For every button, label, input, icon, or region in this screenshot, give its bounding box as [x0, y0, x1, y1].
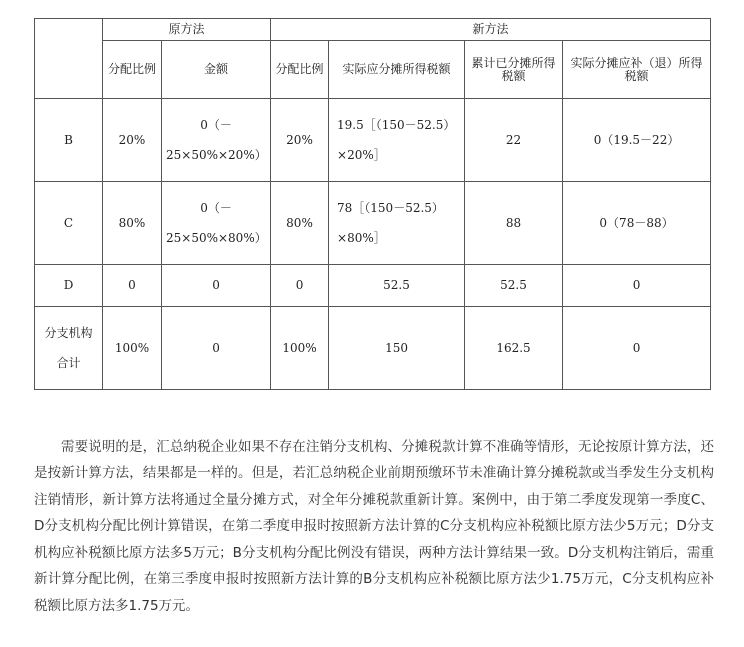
cumulative-cell: 22 — [465, 99, 563, 182]
amount-header: 金额 — [162, 41, 271, 99]
actual-share-cell: 52.5 — [329, 265, 465, 307]
adjust-header: 实际分摊应补（退）所得税额 — [563, 41, 711, 99]
adjust-cell: 0（78－88） — [563, 182, 711, 265]
ratio-new-cell: 100% — [271, 307, 329, 390]
row-label: D — [35, 265, 103, 307]
ratio-old-cell: 100% — [103, 307, 162, 390]
ratio-old-cell: 20% — [103, 99, 162, 182]
actual-share-cell: 78［（150－52.5）×80%］ — [329, 182, 465, 265]
cumulative-cell: 162.5 — [465, 307, 563, 390]
amount-cell: 0 — [162, 307, 271, 390]
actual-share-cell: 19.5［（150－52.5）×20%］ — [329, 99, 465, 182]
group-header-row — [35, 19, 711, 41]
row-label: 分支机构合计 — [35, 307, 103, 390]
ratio-old-cell: 0 — [103, 265, 162, 307]
actual-share-cell: 150 — [329, 307, 465, 390]
adjust-cell: 0（19.5－22） — [563, 99, 711, 182]
actual-share-header: 实际应分摊所得税额 — [329, 41, 465, 99]
corner-cell — [35, 19, 103, 99]
table-row — [35, 182, 711, 265]
tax-allocation-table — [34, 18, 711, 390]
ratio-new-header: 分配比例 — [271, 41, 329, 99]
amount-cell: 0（－25×50%×80%） — [162, 182, 271, 265]
row-label: C — [35, 182, 103, 265]
table-row — [35, 99, 711, 182]
adjust-cell: 0 — [563, 265, 711, 307]
ratio-new-cell: 0 — [271, 265, 329, 307]
ratio-old-header: 分配比例 — [103, 41, 162, 99]
new-method-header: 新方法 — [271, 19, 711, 41]
ratio-new-cell: 80% — [271, 182, 329, 265]
explanation-paragraph: 需要说明的是，汇总纳税企业如果不存在注销分支机构、分摊税款计算不准确等情形，无论按原计算方法，还是按新计算方法，结果都是一样的。但是，若汇总纳税企业前期预缴环节未准确计算分摊税款或当季发生分支机构注销情形，新计算方法将通过全量分摊方式，对全年分摊税款重新计算。案例中，由于第二季度发现第一季度C、D分支机构分配比例计算错误，在第二季度申报时按照新方法计算的C分支机构应补税额比原方法少5万元；D分支机构应补税额比原方法多5万元；B分支机构分配比例没有错误，两种方法计算结果一致。D分支机构注销后，需重新计算分配比例，在第三季度申报时按照新方法计算的B分支机构应补税额比原方法少1.75万元，C分支机构应补税额比原方法多1.75万元。 — [34, 438, 714, 615]
table-row — [35, 307, 711, 390]
cumulative-cell: 88 — [465, 182, 563, 265]
amount-cell: 0 — [162, 265, 271, 307]
table-row — [35, 265, 711, 307]
sub-header-row — [35, 41, 711, 99]
ratio-new-cell: 20% — [271, 99, 329, 182]
cumulative-header: 累计已分摊所得税额 — [465, 41, 563, 99]
old-method-header: 原方法 — [103, 19, 271, 41]
adjust-cell: 0 — [563, 307, 711, 390]
ratio-old-cell: 80% — [103, 182, 162, 265]
row-label: B — [35, 99, 103, 182]
cumulative-cell: 52.5 — [465, 265, 563, 307]
amount-cell: 0（－25×50%×20%） — [162, 99, 271, 182]
